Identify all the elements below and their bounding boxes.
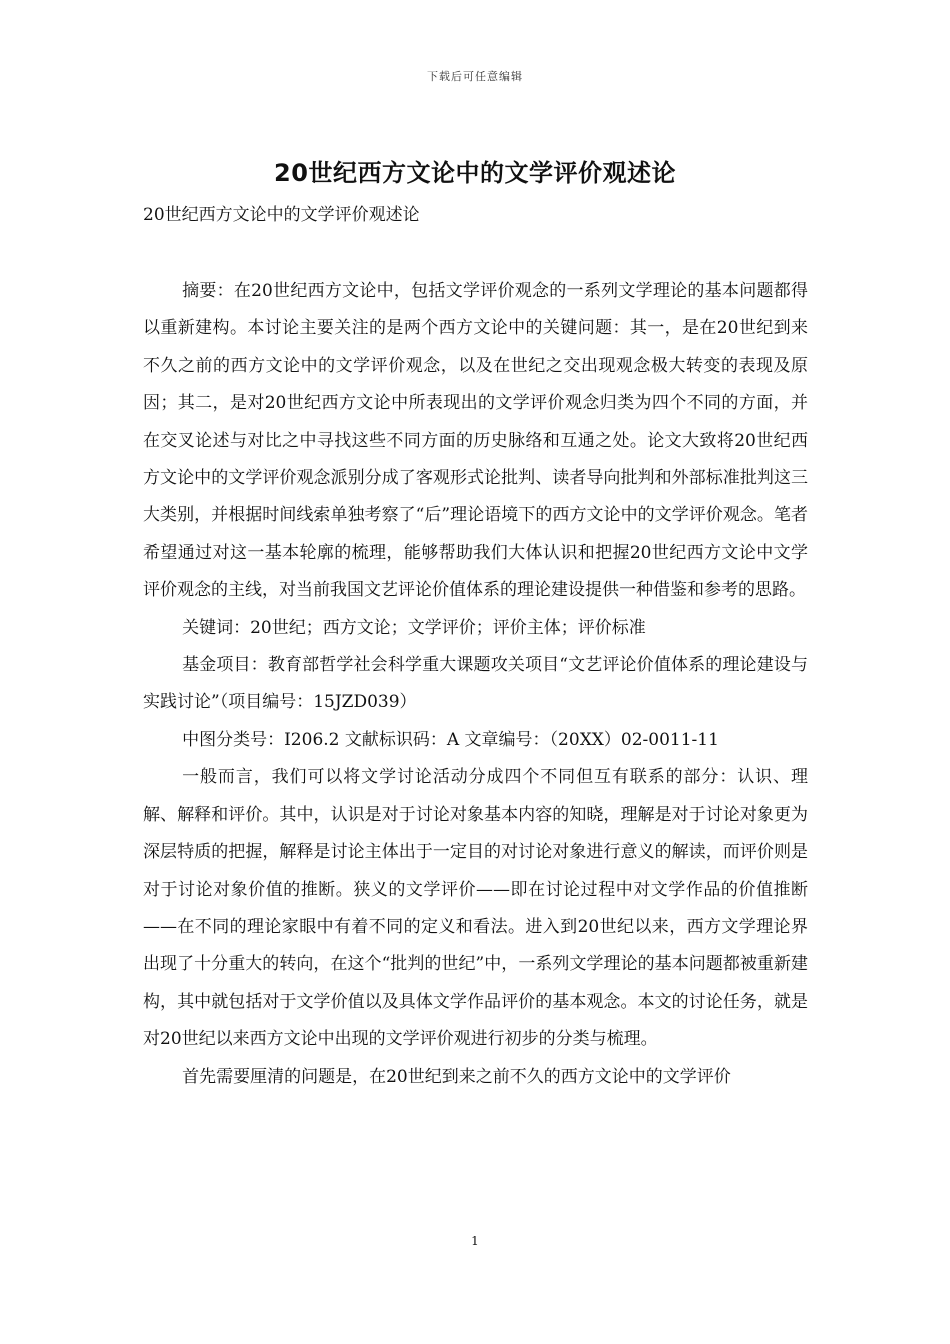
abstract-paragraph: 摘要：在20世纪西方文论中，包括文学评价观念的一系列文学理论的基本问题都得以重新建构。本讨论主要关注的是两个西方文论中的关键问题：其一，是在20世纪到来不久之前的西方文论中的文学评价观念，以及在世纪之交出现观念极大转变的表现及原因；其二，是对20世纪西方文论中所表现出的文学评价观念归类为四个不同的方面，并在交叉论述与对比之中寻找这些不同方面的历史脉络和互通之处。论文大致将20世纪西方文论中的文学评价观念派别分成了客观形式论批判、读者导向批判和外部标准批判这三大类别，并根据时间线索单独考察了“后”理论语境下的西方文论中的文学评价观念。笔者希望通过对这一基本轮廓的梳理，能够帮助我们大体认识和把握20世纪西方文论中文学评价观念的主线，对当前我国文艺评论价值体系的理论建设提供一种借鉴和参考的思路。 — [143, 281, 808, 601]
body-paragraph: 一般而言，我们可以将文学讨论活动分成四个不同但互有联系的部分：认识、理解、解释和评价。其中，认识是对于讨论对象基本内容的知晓，理解是对于讨论对象更为深层特质的把握，解释是讨论主体出于一定目的对讨论对象进行意义的解读，而评价则是对于讨论对象价值的推断。狭义的文学评价——即在讨论过程中对文学作品的价值推断——在不同的理论家眼中有着不同的定义和看法。进入到20世纪以来，西方文学理论界出现了十分重大的转向，在这个“批判的世纪”中，一系列文学理论的基本问题都被重新建构，其中就包括对于文学价值以及具体文学作品评价的基本观念。本文的讨论任务，就是对20世纪以来西方文论中出现的文学评价观进行初步的分类与梳理。 — [143, 767, 808, 1050]
header-note: 下载后可任意编辑 — [427, 70, 523, 83]
page-number: 1 — [471, 1234, 479, 1248]
funding-paragraph: 基金项目：教育部哲学社会科学重大课题攻关项目“文艺评论价值体系的理论建设与实践讨论”（项目编号：15JZD039） — [143, 655, 808, 713]
keywords-paragraph: 关键词：20世纪；西方文论；文学评价；评价主体；评价标准 — [182, 617, 646, 638]
body-text — [143, 273, 808, 1096]
body-paragraph: 首先需要厘清的问题是，在20世纪到来之前不久的西方文论中的文学评价 — [182, 1066, 731, 1087]
document-title: 20世纪西方文论中的文学评价观述论 — [274, 159, 676, 187]
document-subtitle: 20世纪西方文论中的文学评价观述论 — [143, 205, 420, 225]
classification-paragraph: 中图分类号：I206.2 文献标识码：A 文章编号：（20XX）02-0011-11 — [182, 729, 719, 750]
